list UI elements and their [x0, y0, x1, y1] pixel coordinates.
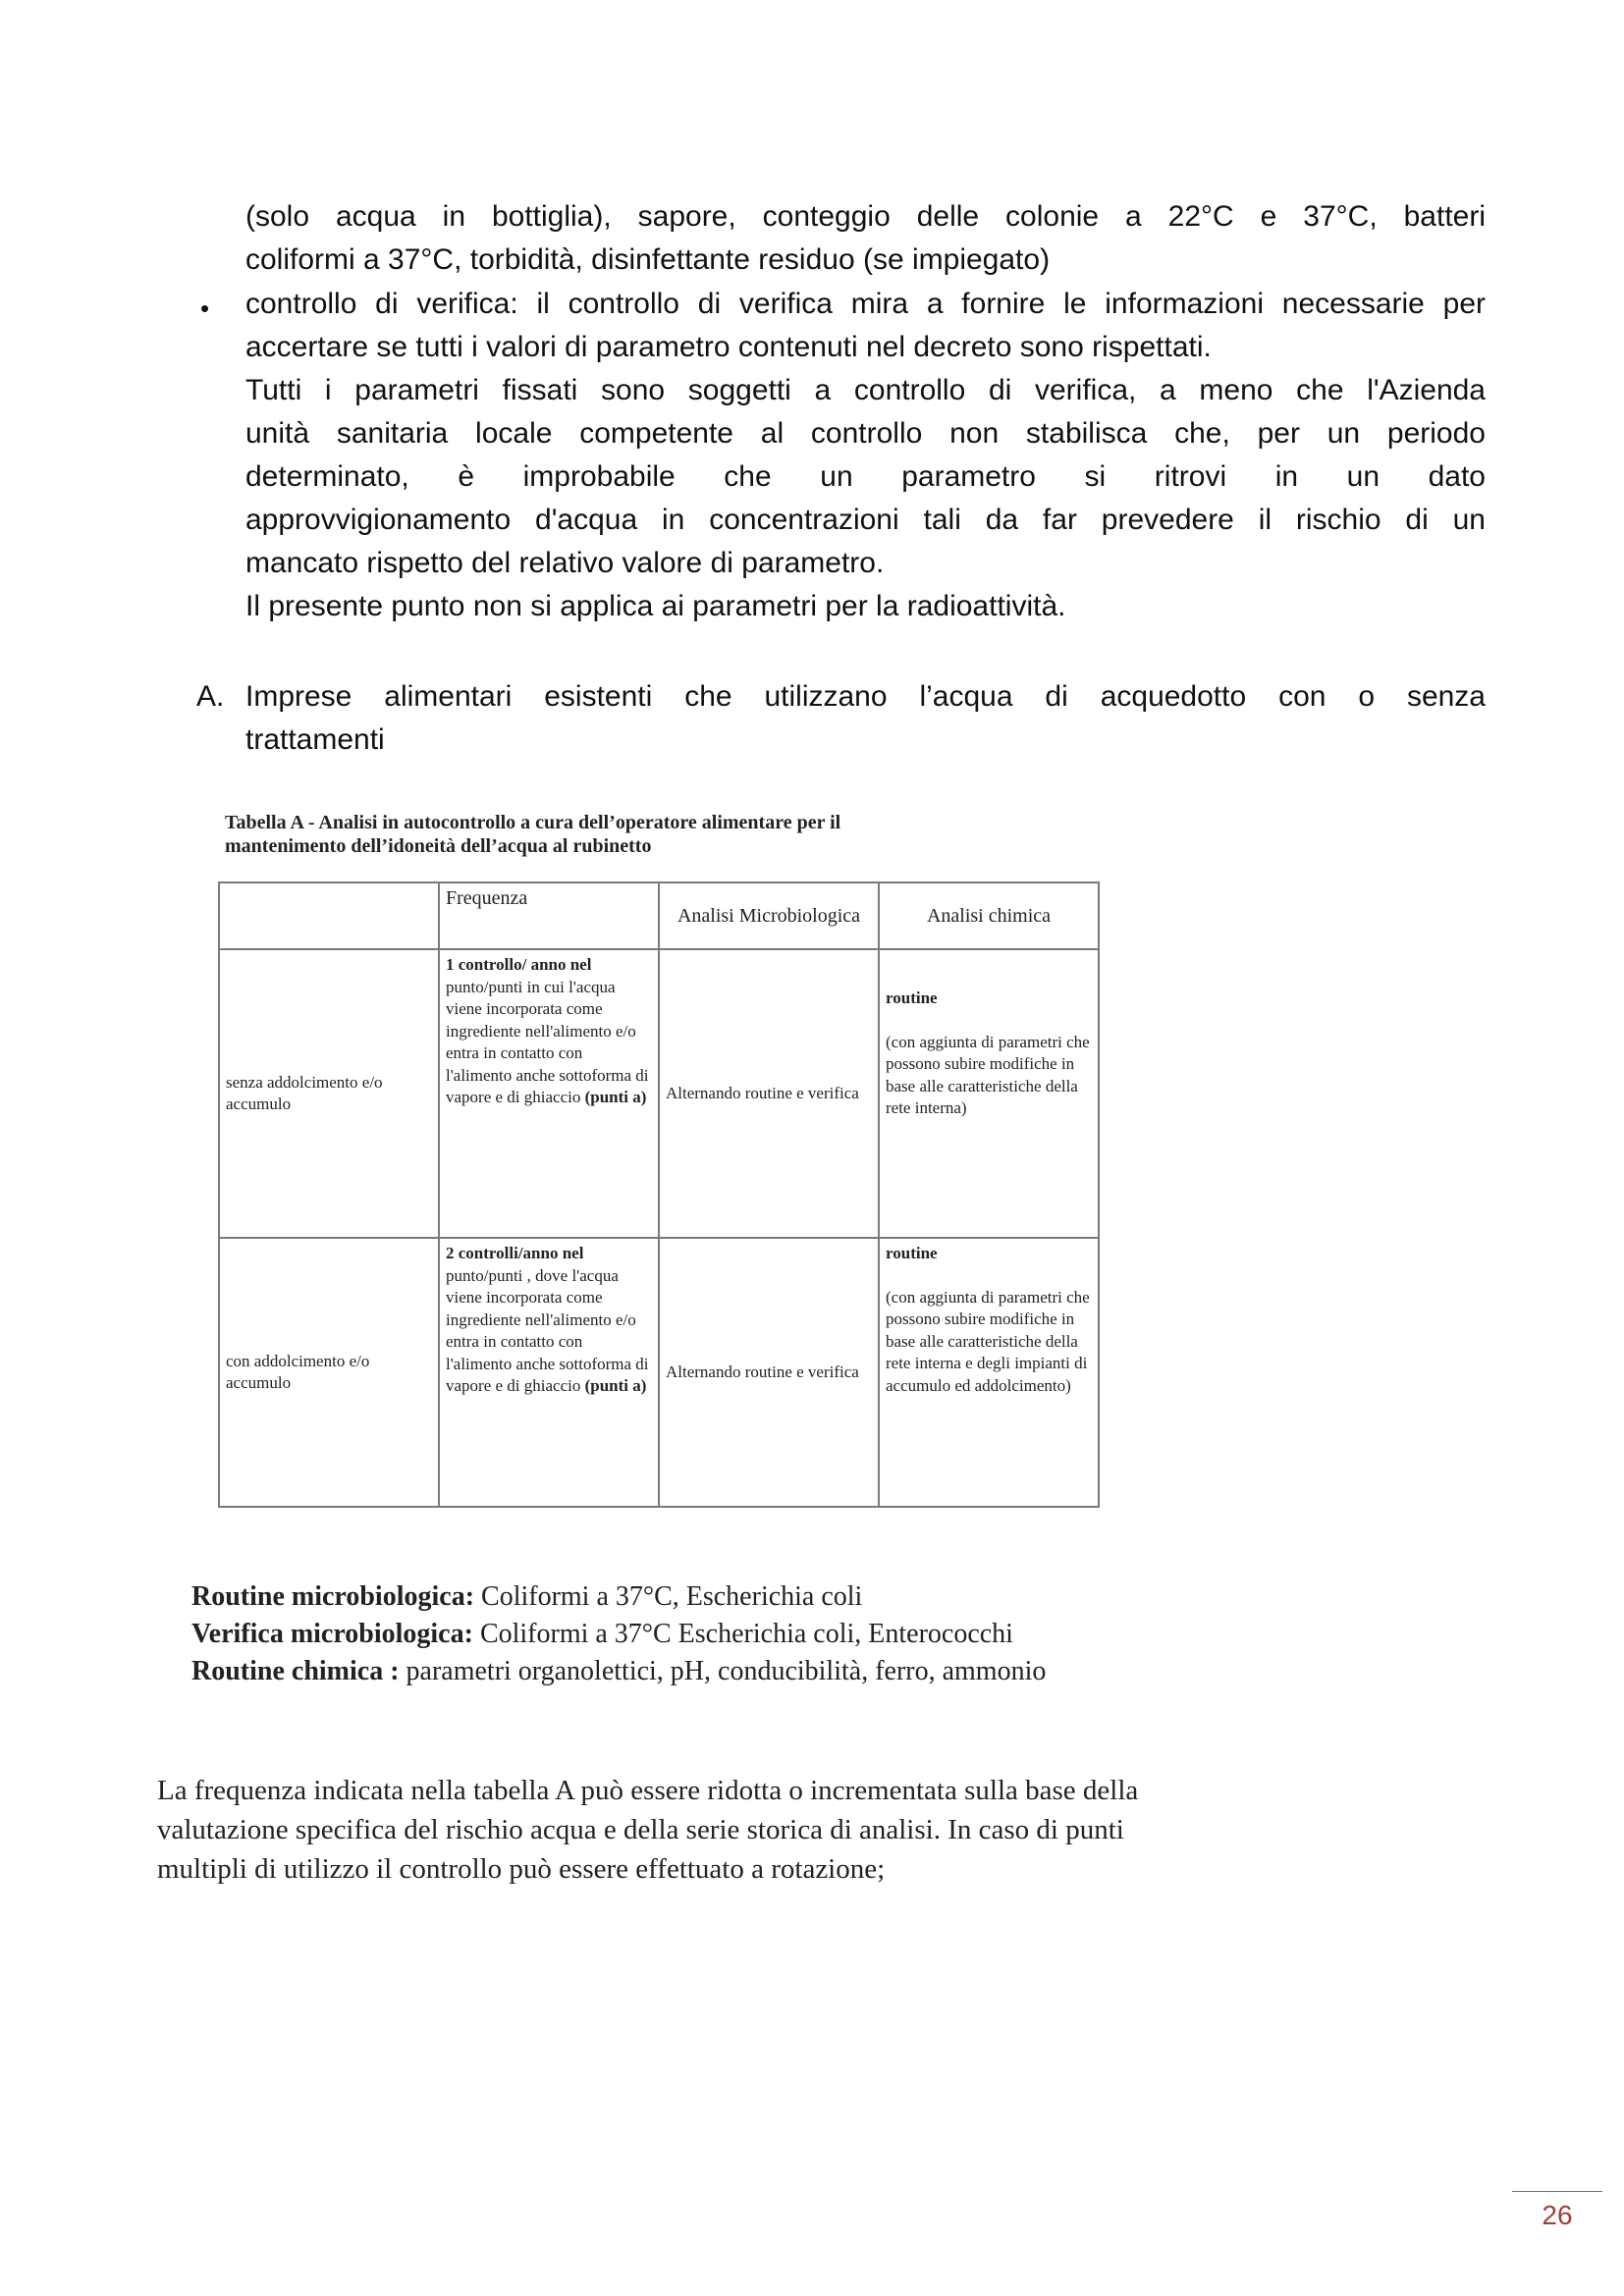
- section-title-line-2: trattamenti: [245, 723, 385, 756]
- row-frequency: [439, 1238, 659, 1507]
- legend-value: Coliformi a 37°C Escherichia coli, Enterococchi: [479, 1619, 1013, 1649]
- table-caption-line: Tabella A - Analisi in autocontrollo a cura dell’operatore alimentare per il: [225, 812, 841, 833]
- chemical-title: routine: [886, 988, 938, 1007]
- legend-row: [191, 1578, 1046, 1616]
- bullet-para-line: determinato, è improbabile che un parametro si ritrovi in un dato: [245, 460, 1486, 493]
- bullet-last-line: Il presente punto non si applica ai parametri per la radioattività.: [245, 590, 1066, 622]
- legend: [191, 1578, 1046, 1690]
- frequency-tail: (punti a): [584, 1376, 647, 1395]
- legend-row: [191, 1616, 1046, 1653]
- chemical-text: (con aggiunta di parametri che possono subire modifiche in base alle caratteristiche della rete interna): [886, 1032, 1090, 1117]
- note-line: valutazione specifica del rischio acqua e della serie storica di analisi. In caso di punti: [157, 1814, 1124, 1845]
- section-title-line-1: Imprese alimentari esistenti che utilizzano l’acqua di acquedotto con o senza: [245, 680, 1486, 713]
- table-header-frequency: Frequenza: [439, 882, 659, 949]
- bullet-para-line: Tutti i parametri fissati sono soggetti a controllo di verifica, a meno che l'Azienda: [245, 374, 1486, 406]
- page-number: 26: [1542, 2200, 1573, 2230]
- frequency-count: 1 controllo/ anno nel: [446, 955, 592, 974]
- intro-line-1: (solo acqua in bottiglia), sapore, conteggio delle colonie a 22°C e 37°C, batteri: [245, 200, 1486, 233]
- bullet-line-2: accertare se tutti i valori di parametro contenuti nel decreto sono rispettati.: [245, 331, 1212, 363]
- footer-rule: [1512, 2191, 1602, 2192]
- intro-line-2: coliformi a 37°C, torbidità, disinfettante residuo (se impiegato): [245, 243, 1051, 276]
- row-chemical: [879, 949, 1099, 1238]
- table-a: [218, 881, 1100, 1508]
- table-row: [219, 949, 1099, 1238]
- frequency-note: [157, 1771, 1257, 1889]
- section-letter: A.: [196, 680, 225, 713]
- note-line: multipli di utilizzo il controllo può essere effettuato a rotazione;: [157, 1853, 886, 1885]
- row-chemical: [879, 1238, 1099, 1507]
- table-caption-line: mantenimento dell’idoneità dell’acqua al rubinetto: [225, 835, 652, 857]
- table-caption: [225, 811, 1109, 858]
- row-frequency: [439, 949, 659, 1238]
- table-header-chemical: Analisi chimica: [879, 882, 1099, 949]
- bullet-line-1: controllo di verifica: il controllo di verifica mira a fornire le informazioni necessarie per: [245, 288, 1486, 320]
- table-header-micro: Analisi Microbiologica: [659, 882, 879, 949]
- legend-key: Routine microbiologica:: [191, 1581, 475, 1612]
- bullet-icon: •: [200, 294, 210, 323]
- frequency-tail: (punti a): [584, 1088, 647, 1106]
- chemical-title: routine: [886, 1244, 938, 1262]
- note-line: La frequenza indicata nella tabella A può essere ridotta o incrementata sulla base della: [157, 1775, 1139, 1806]
- table-header-empty: [219, 882, 439, 949]
- legend-value: parametri organolettici, pH, conducibilità, ferro, ammonio: [406, 1656, 1047, 1686]
- table-row: [219, 1238, 1099, 1507]
- legend-key: Routine chimica :: [191, 1656, 400, 1686]
- chemical-text: (con aggiunta di parametri che possono subire modifiche in base alle caratteristiche della rete interna e degli impianti di accumulo ed addolcimento): [886, 1287, 1090, 1395]
- frequency-text: punto/punti in cui l'acqua viene incorporata come ingrediente nell'alimento e/o entra in contatto con l'alimento anche sottoforma di vapore e di ghiaccio: [446, 977, 649, 1106]
- bullet-para-line: unità sanitaria locale competente al controllo non stabilisca che, per un periodo: [245, 417, 1486, 450]
- row-micro: Alternando routine e verifica: [659, 1238, 879, 1507]
- row-label: senza addolcimento e/o accumulo: [219, 949, 439, 1238]
- row-label: con addolcimento e/o accumulo: [219, 1238, 439, 1507]
- legend-value: Coliformi a 37°C, Escherichia coli: [481, 1581, 863, 1612]
- legend-key: Verifica microbiologica:: [191, 1619, 473, 1649]
- bullet-para-line: mancato rispetto del relativo valore di parametro.: [245, 547, 885, 579]
- row-micro: Alternando routine e verifica: [659, 949, 879, 1238]
- legend-row: [191, 1653, 1046, 1690]
- bullet-para-line: approvvigionamento d'acqua in concentrazioni tali da far prevedere il rischio di un: [245, 504, 1486, 536]
- frequency-text: punto/punti , dove l'acqua viene incorporata come ingrediente nell'alimento e/o entra in contatto con l'alimento anche sottoforma di vapore e di ghiaccio: [446, 1265, 649, 1395]
- frequency-count: 2 controlli/anno nel: [446, 1244, 584, 1262]
- table-header-row: [219, 882, 1099, 949]
